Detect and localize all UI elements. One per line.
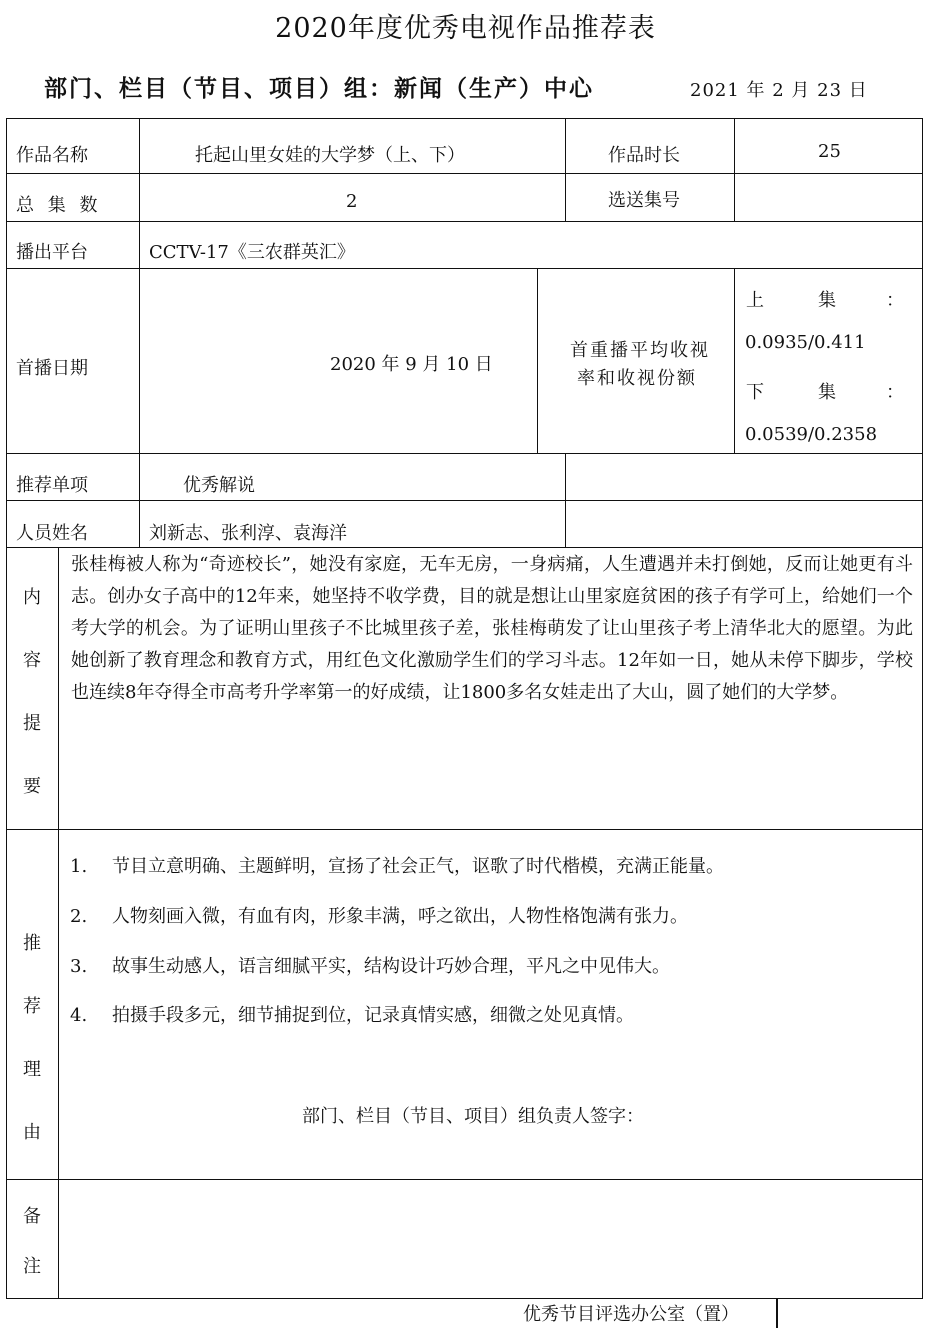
ratings-lower-label-3: ： <box>886 382 904 403</box>
remarks-label: 备 注 <box>23 1206 41 1277</box>
duration-label: 作品时长 <box>608 145 680 166</box>
ratings-upper-label-1: 上 <box>746 290 764 311</box>
footer-office: 优秀节目评选办公室（置） <box>523 1304 739 1325</box>
department-heading: 部门、栏目（节目、项目）组：新闻（生产）中心 <box>44 75 594 102</box>
duration-value: 25 <box>818 141 841 162</box>
ratings-lower-value: 0.0539/0.2358 <box>745 424 878 445</box>
footer-divider <box>776 1298 778 1328</box>
form-date: 2021 年 2 月 23 日 <box>690 80 868 101</box>
content-label: 内 容 提 要 <box>23 587 41 797</box>
selected-episode-label: 选送集号 <box>608 190 680 211</box>
work-name-label: 作品名称 <box>16 145 88 166</box>
reason-item: 1. 节目立意明确、主题鲜明，宣扬了社会正气，讴歌了时代楷模，充满正能量。 <box>70 856 724 877</box>
ratings-lower-label-1: 下 <box>746 382 764 403</box>
ratings-label-line2: 率和收视份额 <box>577 368 697 389</box>
people-value: 刘新志、张利淳、袁海洋 <box>149 523 347 544</box>
episodes-label: 总 集 数 <box>16 195 102 216</box>
page-title: 2020年度优秀电视作品推荐表 <box>275 13 656 44</box>
platform-value: CCTV-17《三农群英汇》 <box>149 242 355 263</box>
ratings-upper-label-2: 集 <box>818 290 836 311</box>
work-name-value: 托起山里女娃的大学梦（上、下） <box>195 145 465 166</box>
ratings-upper-label-3: ： <box>886 290 904 311</box>
people-label: 人员姓名 <box>16 523 88 544</box>
ratings-label-line1: 首重播平均收视 <box>570 340 710 361</box>
reason-item: 3. 故事生动感人，语言细腻平实，结构设计巧妙合理，平凡之中见伟大。 <box>70 956 670 977</box>
content-summary: 张桂梅被人称为“奇迹校长”，她没有家庭，无车无房，一身病痛，人生遭遇并未打倒她，反而让她更有斗志。创办女子高中的12年来，她坚持不收学费，目的就是想让山里家庭贫困的孩子有学可上，给她们一个考大学的机会。为了证明山里孩子不比城里孩子差，张桂梅萌发了让山里孩子考上清华北大的愿望。为此她创新了教育理念和教育方式，用红色文化激励学生们的学习斗志。12年如一日，她从未停下脚步，学校也连续8年夺得全市高考升学率第一的好成绩，让1800多名女娃走出了大山，圆了她们的大学梦。 <box>71 554 913 703</box>
ratings-upper-value: 0.0935/0.411 <box>745 332 866 353</box>
reason-item: 2. 人物刻画入微，有血有肉，形象丰满，呼之欲出，人物性格饱满有张力。 <box>70 906 688 927</box>
episodes-value: 2 <box>346 191 358 212</box>
premiere-label: 首播日期 <box>16 358 88 379</box>
ratings-lower-label-2: 集 <box>818 382 836 403</box>
reason-label: 推 荐 理 由 <box>23 933 41 1143</box>
signature-label: 部门、栏目（节目、项目）组负责人签字： <box>302 1106 644 1127</box>
platform-label: 播出平台 <box>16 242 88 263</box>
award-label: 推荐单项 <box>16 475 88 496</box>
award-value: 优秀解说 <box>183 475 255 496</box>
premiere-value: 2020 年 9 月 10 日 <box>330 354 493 375</box>
reason-item: 4. 拍摄手段多元，细节捕捉到位，记录真情实感，细微之处见真情。 <box>70 1005 634 1026</box>
